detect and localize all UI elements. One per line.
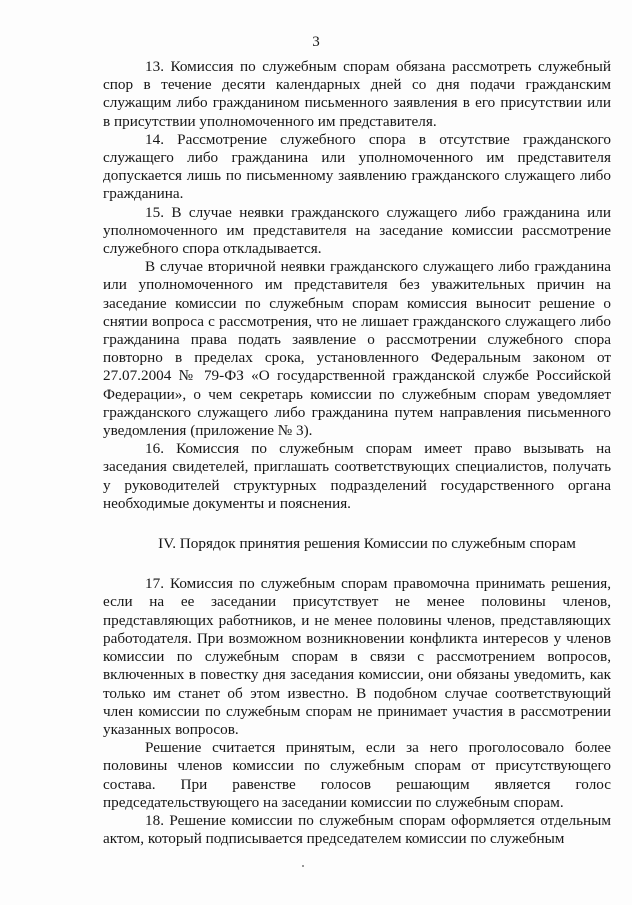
document-body (103, 58, 611, 848)
scan-speck (302, 865, 304, 867)
paragraph-17: 17. Комиссия по служебным спорам правомочна принимать решения, если на ее заседании присутствует не менее половины членов, представляющих работников, и не менее половины членов, представляющих работодателя. При возможном возникновении конфликта интересов у членов комиссии по служебным спорам в связи с рассмотрением вопросов, включенных в повестку дня заседания комиссии, они обязаны уведомить, как только им станет об этом известно. В подобном случае соответствующий член комиссии по служебным спорам не принимает участия в рассмотрении указанных вопросов. (103, 575, 611, 738)
paragraph-15: 15. В случае неявки гражданского служащего либо гражданина или уполномоченного им представителя на заседание комиссии рассмотрение служебного спора откладывается. (103, 203, 611, 258)
paragraph-15-repeat-absence: В случае вторичной неявки гражданского служащего либо гражданина или уполномоченного им представителя без уважительных причин на заседание комиссии по служебным спорам комиссия выносит решение о снятии вопроса с рассмотрения, что не лишает гражданского служащего либо гражданина права подать заявление о рассмотрении служебного спора повторно в пределах срока, установленного Федеральным законом от 27.07.2004 № 79-ФЗ «О государственной гражданской службе Российской Федерации», о чем секретарь комиссии по служебным спорам уведомляет гражданского служащего либо гражданина путем направления письменного уведомления (приложение № 3). (103, 258, 611, 440)
paragraph-18: 18. Решение комиссии по служебным спорам оформляется отдельным актом, который подписывается председателем комиссии по служебным (103, 811, 611, 848)
paragraph-17-decision: Решение считается принятым, если за него проголосовало более половины членов комиссии по служебным спорам от присутствующего состава. При равенстве голосов решающим является голос председательствующего на заседании комиссии по служебным спорам. (103, 739, 611, 811)
page-number: 3 (312, 34, 320, 50)
spacer (103, 513, 611, 535)
section-heading: IV. Порядок принятия решения Комиссии по служебным спорам (158, 535, 576, 553)
paragraph-14: 14. Рассмотрение служебного спора в отсутствие гражданского служащего либо гражданина или уполномоченного им представителя допускается лишь по письменному заявлению гражданского служащего либо гражданина. (103, 130, 611, 203)
paragraph-16: 16. Комиссия по служебным спорам имеет право вызывать на заседания свидетелей, приглашать соответствующих специалистов, получать у руководителей структурных подразделений государственного органа необходимые документы и пояснения. (103, 440, 611, 512)
paragraph-13: 13. Комиссия по служебным спорам обязана рассмотреть служебный спор в течение десяти календарных дней со дня подачи гражданским служащим либо гражданином письменного заявления в его присутствии или в присутствии уполномоченного им представителя. (103, 58, 611, 130)
spacer (103, 553, 611, 575)
